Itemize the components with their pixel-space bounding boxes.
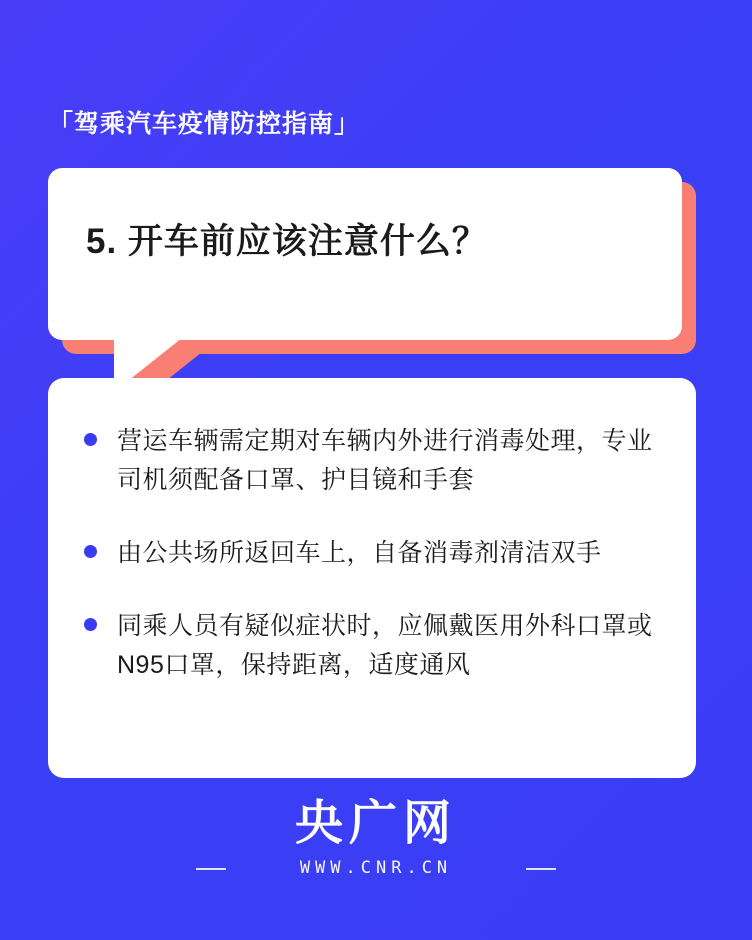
bullet-list <box>48 378 696 778</box>
bullet-text: 由公共场所返回车上，自备消毒剂清洁双手 <box>117 539 602 567</box>
list-item <box>84 422 656 500</box>
bullet-dot-icon <box>84 545 97 558</box>
content-card <box>48 378 696 778</box>
list-item <box>84 534 656 573</box>
question-bubble <box>48 168 696 368</box>
bullet-text: 同乘人员有疑似症状时，应佩戴医用外科口罩或N95口罩，保持距离，适度通风 <box>117 612 653 679</box>
bullet-dot-icon <box>84 618 97 631</box>
question-bubble-body <box>48 168 682 340</box>
footer-logo <box>0 797 752 878</box>
bullet-dot-icon <box>84 433 97 446</box>
list-item <box>84 607 656 685</box>
bullet-text: 营运车辆需定期对车辆内外进行消毒处理，专业司机须配备口罩、护目镜和手套 <box>117 427 653 494</box>
question-text: 5. 开车前应该注意什么？ <box>86 222 488 261</box>
logo-url: WWW.CNR.CN <box>0 858 752 878</box>
logo-wordmark: 央广网 <box>294 797 457 850</box>
series-kicker: 「驾乘汽车疫情防控指南」 <box>48 110 361 138</box>
